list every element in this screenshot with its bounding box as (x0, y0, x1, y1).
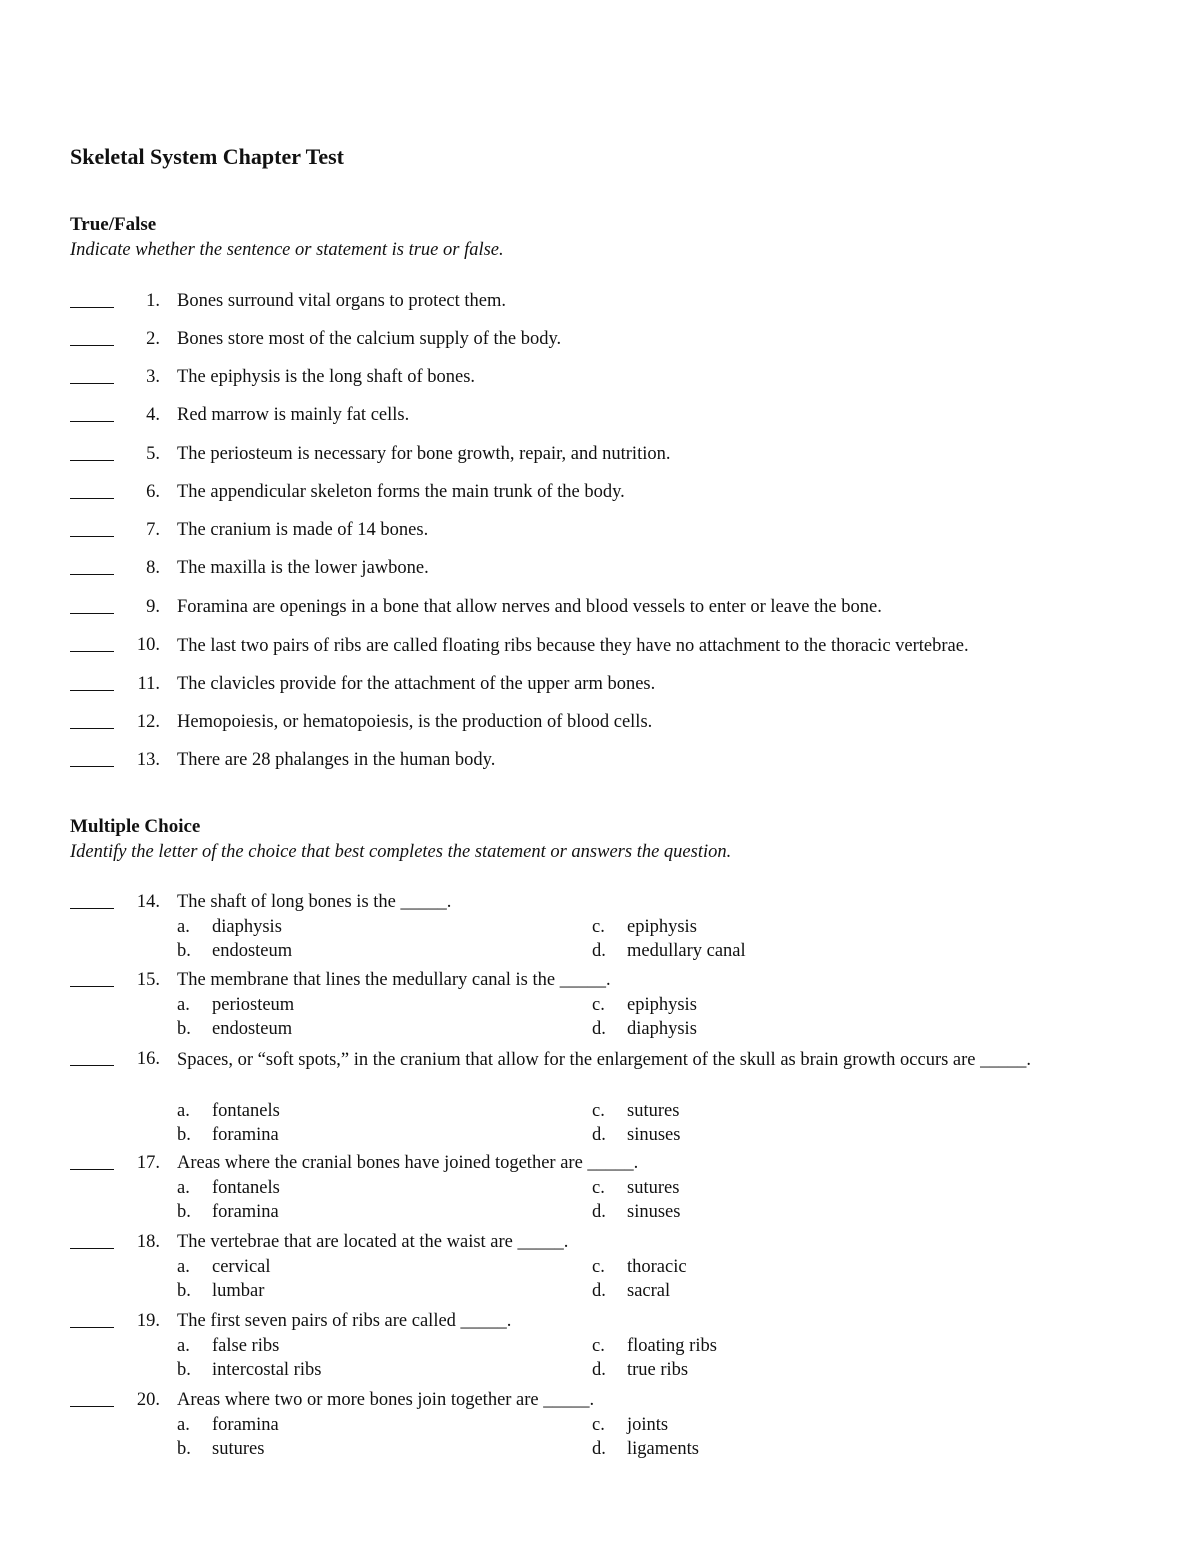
choice-letter: a. (177, 1101, 190, 1121)
question-number: 3. (146, 367, 160, 387)
choice-text: epiphysis (627, 995, 697, 1015)
choice-text: joints (627, 1415, 669, 1435)
question-number: 16. (136, 1049, 160, 1069)
question-number: 12. (136, 712, 160, 732)
choice-letter: b. (177, 1281, 191, 1301)
choice-letter: d. (592, 1019, 606, 1039)
choice-letter: b. (177, 1439, 191, 1459)
question-number: 1. (146, 291, 160, 311)
choice-letter: d. (592, 1360, 606, 1380)
choice-text: sinuses (627, 1125, 681, 1145)
question-text: The clavicles provide for the attachment of the upper arm bones. (177, 674, 656, 694)
question-text: The cranium is made of 14 bones. (177, 520, 429, 540)
choice-text: diaphysis (627, 1019, 697, 1039)
choice-text: periosteum (212, 995, 295, 1015)
multiple-choice-heading: Multiple Choice (70, 816, 201, 837)
question-text: The last two pairs of ribs are called floating ribs because they have no attachment to the thoracic vertebrae. (177, 636, 969, 656)
answer-blank[interactable] (70, 556, 114, 575)
choice-letter: c. (592, 1336, 605, 1356)
question-text: There are 28 phalanges in the human body. (177, 750, 496, 770)
choice-letter: b. (177, 1125, 191, 1145)
question-number: 9. (146, 597, 160, 617)
choice-text: foramina (212, 1202, 279, 1222)
question-number: 15. (136, 970, 160, 990)
choice-text: sutures (627, 1178, 680, 1198)
answer-blank[interactable] (70, 633, 114, 652)
choice-letter: c. (592, 1415, 605, 1435)
choice-text: fontanels (212, 1101, 280, 1121)
question-number: 7. (146, 520, 160, 540)
answer-blank[interactable] (70, 442, 114, 461)
question-number: 17. (136, 1153, 160, 1173)
multiple-choice-instructions: Identify the letter of the choice that best completes the statement or answers the question. (70, 842, 732, 862)
answer-blank[interactable] (70, 327, 114, 346)
question-number: 20. (136, 1390, 160, 1410)
question-number: 6. (146, 482, 160, 502)
answer-blank[interactable] (70, 672, 114, 691)
question-text: The first seven pairs of ribs are called _____. (177, 1311, 512, 1331)
answer-blank[interactable] (70, 1309, 114, 1328)
choice-letter: d. (592, 1439, 606, 1459)
choice-text: medullary canal (627, 941, 746, 961)
choice-letter: c. (592, 917, 605, 937)
choice-text: intercostal ribs (212, 1360, 322, 1380)
choice-letter: b. (177, 1202, 191, 1222)
choice-text: sacral (627, 1281, 671, 1301)
question-text: The membrane that lines the medullary canal is the _____. (177, 970, 611, 990)
choice-letter: a. (177, 1178, 190, 1198)
question-text: The shaft of long bones is the _____. (177, 892, 452, 912)
choice-text: lumbar (212, 1281, 265, 1301)
question-text: Spaces, or “soft spots,” in the cranium that allow for the enlargement of the skull as brain growth occurs are _____. (177, 1050, 1032, 1070)
true-false-heading: True/False (70, 214, 157, 235)
choice-text: sutures (627, 1101, 680, 1121)
choice-letter: a. (177, 1336, 190, 1356)
answer-blank[interactable] (70, 1388, 114, 1407)
choice-text: foramina (212, 1125, 279, 1145)
choice-text: false ribs (212, 1336, 280, 1356)
answer-blank[interactable] (70, 365, 114, 384)
answer-blank[interactable] (70, 480, 114, 499)
choice-text: endosteum (212, 1019, 293, 1039)
choice-text: sutures (212, 1439, 265, 1459)
answer-blank[interactable] (70, 1047, 114, 1066)
question-number: 2. (146, 329, 160, 349)
choice-letter: b. (177, 941, 191, 961)
question-text: Hemopoiesis, or hematopoiesis, is the production of blood cells. (177, 712, 653, 732)
question-text: Areas where two or more bones join together are _____. (177, 1390, 595, 1410)
answer-blank[interactable] (70, 403, 114, 422)
question-text: The maxilla is the lower jawbone. (177, 558, 429, 578)
choice-text: sinuses (627, 1202, 681, 1222)
answer-blank[interactable] (70, 710, 114, 729)
true-false-instructions: Indicate whether the sentence or statement is true or false. (70, 240, 504, 260)
question-number: 13. (136, 750, 160, 770)
choice-letter: a. (177, 1257, 190, 1277)
question-text: Areas where the cranial bones have joined together are _____. (177, 1153, 639, 1173)
choice-letter: d. (592, 1281, 606, 1301)
question-text: Foramina are openings in a bone that allow nerves and blood vessels to enter or leave the bone. (177, 597, 882, 617)
answer-blank[interactable] (70, 748, 114, 767)
choice-letter: c. (592, 1178, 605, 1198)
answer-blank[interactable] (70, 289, 114, 308)
question-text: Bones surround vital organs to protect them. (177, 291, 507, 311)
question-text: The epiphysis is the long shaft of bones. (177, 367, 476, 387)
choice-letter: b. (177, 1019, 191, 1039)
choice-text: ligaments (627, 1439, 699, 1459)
question-number: 4. (146, 405, 160, 425)
page-title: Skeletal System Chapter Test (70, 144, 344, 169)
question-number: 10. (136, 635, 160, 655)
question-number: 19. (136, 1311, 160, 1331)
answer-blank[interactable] (70, 1230, 114, 1249)
answer-blank[interactable] (70, 1151, 114, 1170)
question-number: 14. (136, 892, 160, 912)
question-text: The periosteum is necessary for bone growth, repair, and nutrition. (177, 444, 671, 464)
choice-letter: d. (592, 941, 606, 961)
answer-blank[interactable] (70, 518, 114, 537)
choice-text: true ribs (627, 1360, 689, 1380)
question-text: Red marrow is mainly fat cells. (177, 405, 410, 425)
choice-text: epiphysis (627, 917, 697, 937)
question-text: The appendicular skeleton forms the main trunk of the body. (177, 482, 625, 502)
choice-letter: c. (592, 995, 605, 1015)
choice-letter: a. (177, 1415, 190, 1435)
choice-letter: d. (592, 1202, 606, 1222)
choice-text: foramina (212, 1415, 279, 1435)
choice-letter: c. (592, 1257, 605, 1277)
choice-letter: c. (592, 1101, 605, 1121)
answer-blank[interactable] (70, 890, 114, 909)
choice-letter: a. (177, 917, 190, 937)
question-text: The vertebrae that are located at the waist are _____. (177, 1232, 569, 1252)
choice-text: thoracic (627, 1257, 687, 1277)
choice-letter: a. (177, 995, 190, 1015)
choice-letter: d. (592, 1125, 606, 1145)
answer-blank[interactable] (70, 968, 114, 987)
choice-letter: b. (177, 1360, 191, 1380)
question-text: Bones store most of the calcium supply of the body. (177, 329, 562, 349)
choice-text: floating ribs (627, 1336, 717, 1356)
choice-text: cervical (212, 1257, 271, 1277)
question-number: 8. (146, 558, 160, 578)
answer-blank[interactable] (70, 595, 114, 614)
question-number: 11. (137, 674, 160, 694)
question-number: 18. (136, 1232, 160, 1252)
choice-text: endosteum (212, 941, 293, 961)
choice-text: fontanels (212, 1178, 280, 1198)
question-number: 5. (146, 444, 160, 464)
choice-text: diaphysis (212, 917, 282, 937)
